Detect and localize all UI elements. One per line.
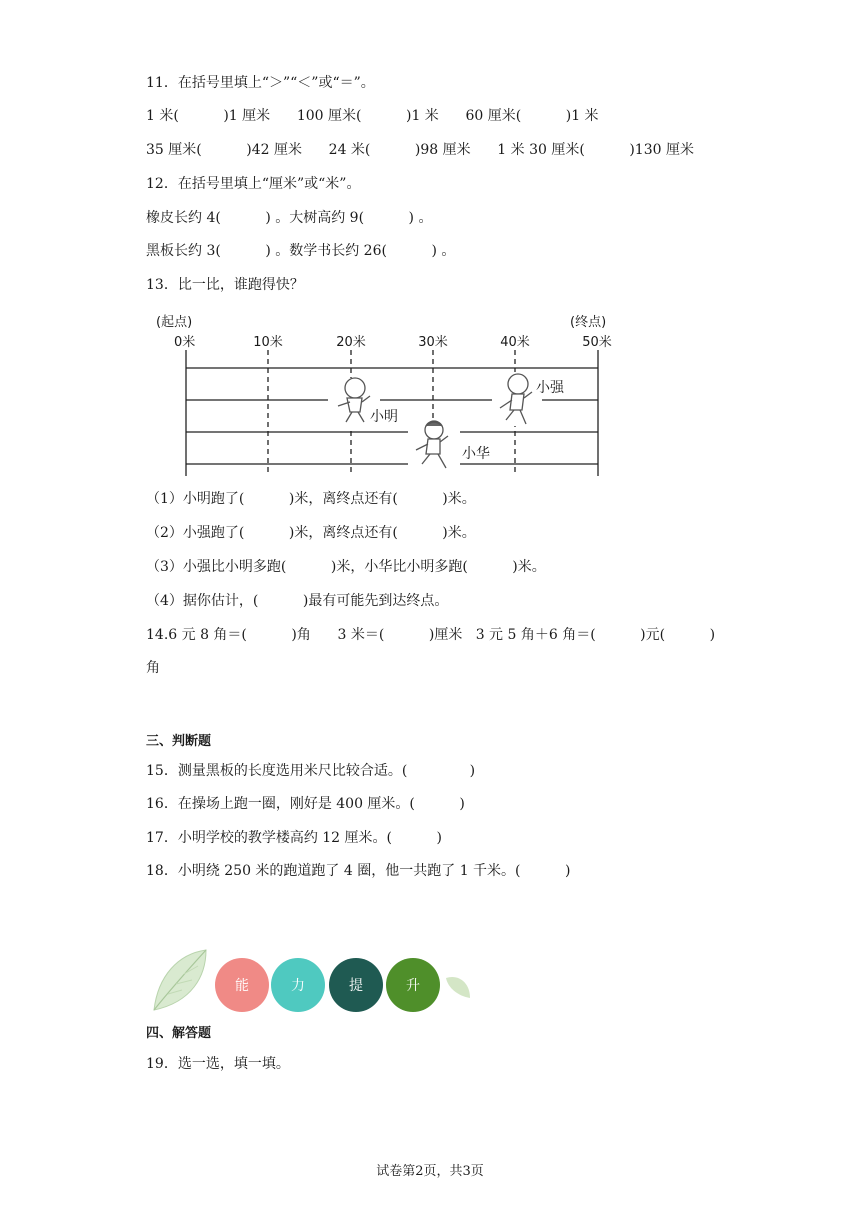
leaf-icon bbox=[148, 946, 220, 1014]
section3-title: 三、判断题 bbox=[146, 734, 212, 749]
tick-10: 10米 bbox=[253, 335, 283, 350]
runner-xiaoqiang-icon bbox=[492, 372, 542, 426]
q13-sub4: （4）据你估计，( )最有可能先到达终点。 bbox=[146, 593, 449, 609]
banner-char-li: 力 bbox=[271, 958, 325, 1012]
q13-sub2: （2）小强跑了( )米，离终点还有( )米。 bbox=[146, 525, 476, 541]
tick-40: 40米 bbox=[500, 335, 530, 350]
q12-row2: 黑板长约 3( ) 。数学书长约 26( ) 。 bbox=[146, 243, 456, 259]
q12-prompt: 12．在括号里填上“厘米”或“米”。 bbox=[146, 176, 361, 192]
section4-title: 四、解答题 bbox=[146, 1026, 212, 1041]
banner-char-sheng: 升 bbox=[386, 958, 440, 1012]
banner-char-ti: 提 bbox=[329, 958, 383, 1012]
page-footer: 试卷第2页，共3页 bbox=[376, 1164, 484, 1179]
race-track-figure bbox=[150, 308, 620, 484]
small-leaf-icon bbox=[444, 972, 474, 1002]
q19: 19．选一选，填一填。 bbox=[146, 1056, 290, 1072]
ability-banner bbox=[148, 946, 478, 1014]
q12-row1: 橡皮长约 4( ) 。大树高约 9( ) 。 bbox=[146, 210, 433, 226]
tick-20: 20米 bbox=[336, 335, 366, 350]
q13-sub1: （1）小明跑了( )米，离终点还有( )米。 bbox=[146, 491, 476, 507]
q13-sub3: （3）小强比小明多跑( )米，小华比小明多跑( )米。 bbox=[146, 559, 546, 575]
tick-50: 50米 bbox=[582, 335, 612, 350]
q14-row2: 角 bbox=[146, 660, 160, 676]
tick-30: 30米 bbox=[418, 335, 448, 350]
q15: 15．测量黑板的长度选用米尺比较合适。( ) bbox=[146, 763, 476, 779]
start-label: (起点) bbox=[156, 315, 193, 330]
q17: 17．小明学校的教学楼高约 12 厘米。( ) bbox=[146, 830, 442, 846]
banner-char-neng: 能 bbox=[215, 958, 269, 1012]
runner-xiaohua-icon bbox=[408, 418, 460, 472]
q13-prompt: 13．比一比，谁跑得快？ bbox=[146, 277, 304, 293]
q11-row2: 35 厘米( )42 厘米 24 米( )98 厘米 1 米 30 厘米( )130 厘米 bbox=[146, 142, 694, 158]
runner-label-xiaoming: 小明 bbox=[370, 409, 398, 425]
end-label: (终点) bbox=[570, 315, 607, 330]
q14-row1: 14.6 元 8 角＝( )角 3 米＝( )厘米 3 元 5 角＋6 角＝( )元( ) bbox=[146, 627, 716, 643]
tick-0: 0米 bbox=[174, 335, 196, 350]
runner-label-xiaohua: 小华 bbox=[462, 446, 490, 462]
q16: 16．在操场上跑一圈，刚好是 400 厘米。( ) bbox=[146, 796, 465, 812]
q11-prompt: 11．在括号里填上“＞”“＜”或“＝”。 bbox=[146, 75, 375, 91]
q11-row1: 1 米( )1 厘米 100 厘米( )1 米 60 厘米( )1 米 bbox=[146, 108, 599, 124]
runner-label-xiaoqiang: 小强 bbox=[536, 380, 564, 396]
q18: 18．小明绕 250 米的跑道跑了 4 圈，他一共跑了 1 千米。( ) bbox=[146, 863, 571, 879]
